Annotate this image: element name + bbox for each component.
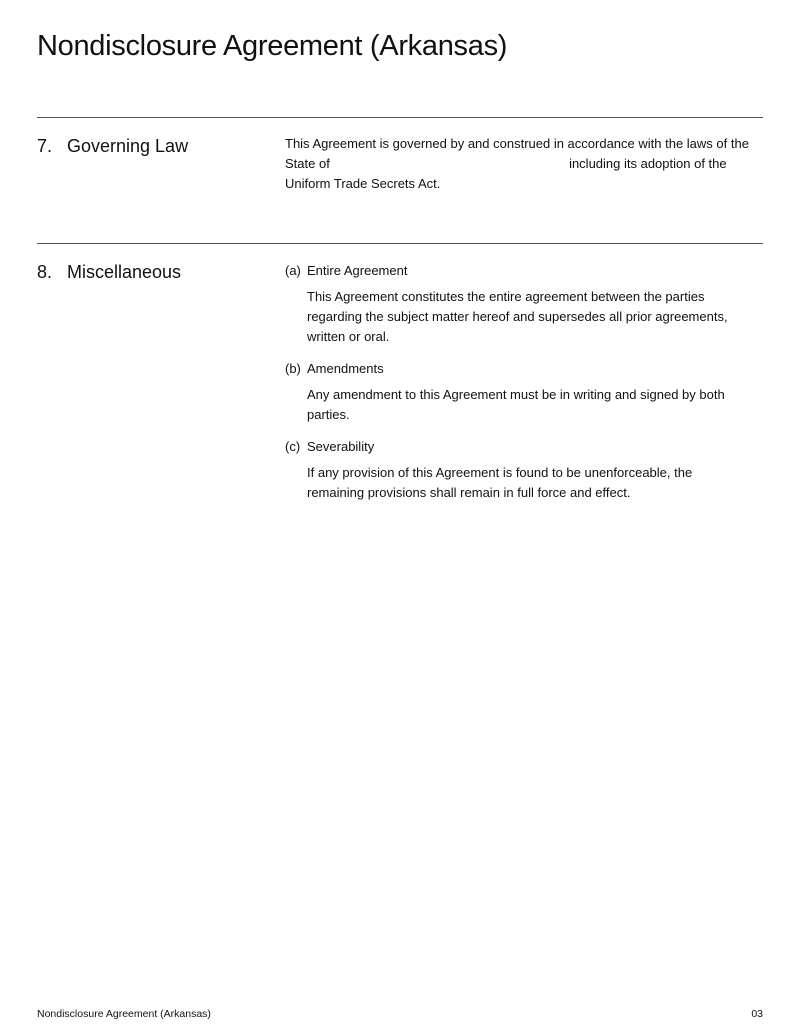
divider [37,117,763,118]
subsection-title: Entire Agreement [307,263,408,278]
section-heading-governing-law [37,136,188,157]
subsection-severability [285,437,745,503]
subsection-label: (b) [285,361,301,376]
subsection-title: Severability [307,439,375,454]
text-after-blank: including its adoption of the Uniform Trade Secrets Act. [285,156,727,191]
subsection-entire-agreement [285,261,745,347]
section-title: Miscellaneous [67,262,182,282]
subsection-label: (c) [285,439,301,454]
governing-law-text [285,134,755,194]
section-title: Governing Law [67,136,189,156]
subsection-amendments [285,359,745,425]
section-heading-miscellaneous [37,262,181,283]
section-number: 8. [37,262,53,282]
divider [37,243,763,244]
subsection-text: Any amendment to this Agreement must be in writing and signed by both parties. [307,387,725,422]
subsection-title: Amendments [307,361,384,376]
subsection-text: This Agreement constitutes the entire agreement between the parties regarding the subject matter hereof and supersedes all prior agreements, written or oral. [307,289,728,344]
footer-title: Nondisclosure Agreement (Arkansas) [37,1008,211,1020]
subsection-label: (a) [285,263,301,278]
miscellaneous-items [285,261,745,515]
page-title: Nondisclosure Agreement (Arkansas) [37,30,508,62]
section-number: 7. [37,136,53,156]
page-number: 03 [751,1008,763,1020]
text-before-blank: This Agreement is governed by and construed in accordance with the laws of the State of [285,136,749,171]
subsection-text: If any provision of this Agreement is found to be unenforceable, the remaining provisions shall remain in full force and effect. [307,465,693,500]
